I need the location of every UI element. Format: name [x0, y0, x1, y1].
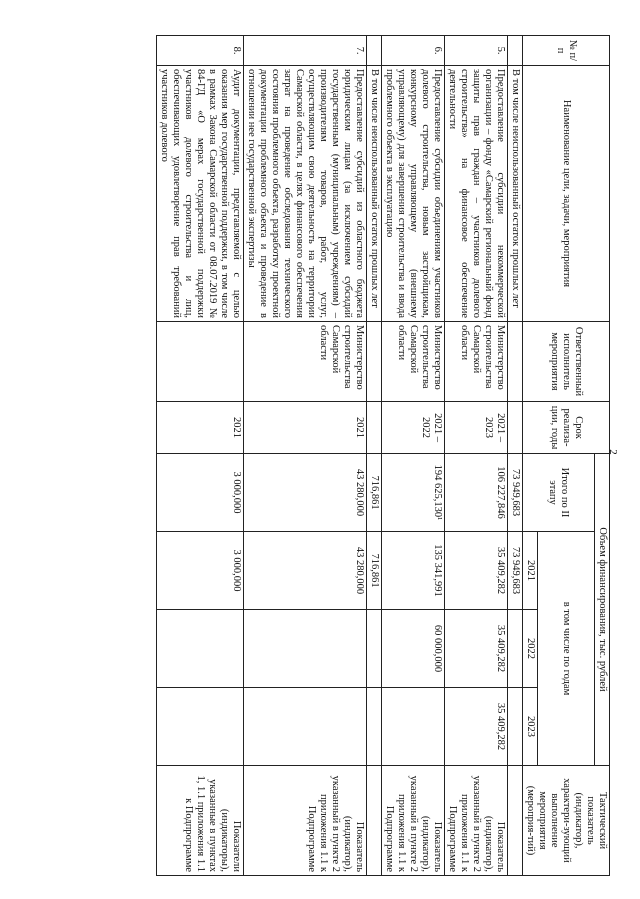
- row-2023: [157, 688, 244, 766]
- row-term: 2021: [157, 402, 244, 454]
- table-row: [445, 36, 508, 876]
- row-num: [508, 36, 523, 66]
- table-row: [157, 36, 244, 876]
- row-name: В том числе неиспользованный остаток прошлых лет: [367, 66, 382, 322]
- row-num: 5.: [445, 36, 508, 66]
- row-2022: [157, 610, 244, 688]
- row-term: [508, 402, 523, 454]
- header-2022: 2022: [523, 610, 538, 688]
- row-2022: [244, 610, 367, 688]
- row-term: [367, 402, 382, 454]
- row-2022: 60 000,000: [382, 610, 445, 688]
- page-number: 2: [606, 449, 619, 455]
- row-2021: 73 949,683: [508, 532, 523, 610]
- header-2023: 2023: [523, 688, 538, 766]
- row-name: Предоставление субсидии некоммерческой организации – фонду «Самарский региональный фонд защиты прав граждан – участников долевого строительства» на финансовое обеспечение деятельности: [445, 66, 508, 322]
- row-num: 6.: [382, 36, 445, 66]
- header-2021: 2021: [523, 532, 538, 610]
- row-2021: 43 280,000: [244, 532, 367, 610]
- row-executor: Министерство строительства Самарской области: [445, 322, 508, 402]
- row-executor: [157, 322, 244, 402]
- row-2022: [508, 610, 523, 688]
- row-term: 2021 – 2023: [445, 402, 508, 454]
- row-2022: 35 409,282: [445, 610, 508, 688]
- row-total: 43 280,000: [244, 454, 367, 532]
- header-by-years: в том числе по годам: [538, 532, 595, 766]
- row-total: 106 227,846: [445, 454, 508, 532]
- row-indicator: [367, 766, 382, 876]
- row-2023: [508, 688, 523, 766]
- header-num: № п/п: [523, 36, 610, 66]
- row-num: 8.: [157, 36, 244, 66]
- row-indicator: [508, 766, 523, 876]
- row-total: 3 000,000: [157, 454, 244, 532]
- row-total: 73 949,683: [508, 454, 523, 532]
- header-total: Итого по II этапу: [523, 454, 595, 532]
- row-executor: [367, 322, 382, 402]
- row-term: 2021: [244, 402, 367, 454]
- header-funding: Объем финансирования, тыс. рублей: [595, 454, 610, 766]
- header-indicator: Тактический показатель (индикатор), характери-зующий выполнение мероприятия (мероприя-тий): [523, 766, 610, 876]
- row-executor: Министерство строительства Самарской области: [382, 322, 445, 402]
- funding-table: [156, 35, 610, 876]
- row-name: В том числе неиспользованный остаток прошлых лет: [508, 66, 523, 322]
- row-total: 716,861: [367, 454, 382, 532]
- row-indicator: Показатель (индикатор), указанный в пункте 2 приложения 1.1 к Подпрограмме: [382, 766, 445, 876]
- header-term: Срок реализа-ции, годы: [523, 402, 610, 454]
- row-indicator: Показатели (индикаторы), указанные в пунктах 1, 1.1 приложения 1.1 к Подпрограмме: [157, 766, 244, 876]
- row-2021: 716,861: [367, 532, 382, 610]
- row-2021: 3 000,000: [157, 532, 244, 610]
- table-row: [382, 36, 445, 876]
- header-executor: Ответственный исполнитель мероприятия: [523, 322, 610, 402]
- table-row: [244, 36, 367, 876]
- row-indicator: Показатель (индикатор), указанный в пункте 2 приложения 1.1 к Подпрограмме: [244, 766, 367, 876]
- row-name: Предоставление субсидии объединениям участников долевого строительства, новым застройщикам, конкурсному управляющему (внешнему управляющему) для завершения строительства и ввода проблемного объекта в эксплуатацию: [382, 66, 445, 322]
- row-2023: 35 409,282: [445, 688, 508, 766]
- header-name: Наименование цели, задачи, мероприятия: [523, 66, 610, 322]
- row-executor: [508, 322, 523, 402]
- row-num: 7.: [244, 36, 367, 66]
- row-2023: [244, 688, 367, 766]
- row-2021: 35 409,282: [445, 532, 508, 610]
- row-2023: [367, 688, 382, 766]
- row-num: [367, 36, 382, 66]
- rotated-page: [55, 35, 610, 875]
- row-2022: [367, 610, 382, 688]
- table-row: [508, 36, 523, 876]
- row-executor: Министерство строительства Самарской области: [244, 322, 367, 402]
- table-row: [367, 36, 382, 876]
- row-name: Предоставление субсидий из областного бюджета юридическим лицам (за исключением субсидий государственным (муниципальным) учреждениям) – производителям товаров, работ, услуг, осуществляющим свою деятельность на территории Самарской области, в целях финансового обеспечения затрат на проведение обследования технического состояния проблемного объекта, разработку проектной документации проблемного объекта и проведение в отношении нее государственной экспертизы: [244, 66, 367, 322]
- row-indicator: Показатель (индикатор), указанный в пункте 2 приложения 1.1 к Подпрограмме: [445, 766, 508, 876]
- row-2021: 135 341,991: [382, 532, 445, 610]
- row-total: 194 625,130¹: [382, 454, 445, 532]
- row-term: 2021 – 2022: [382, 402, 445, 454]
- row-2023: [382, 688, 445, 766]
- row-name: Аудит документации, представляемой с целью оказания мер государственной поддержки, в том числе в рамках Закона Самарской области от 08.07.2019 № 84-ГД «О мерах государственной поддержки участников долевого строительства и лиц, обеспечивающих удовлетворение прав требований участников долевого: [157, 66, 244, 322]
